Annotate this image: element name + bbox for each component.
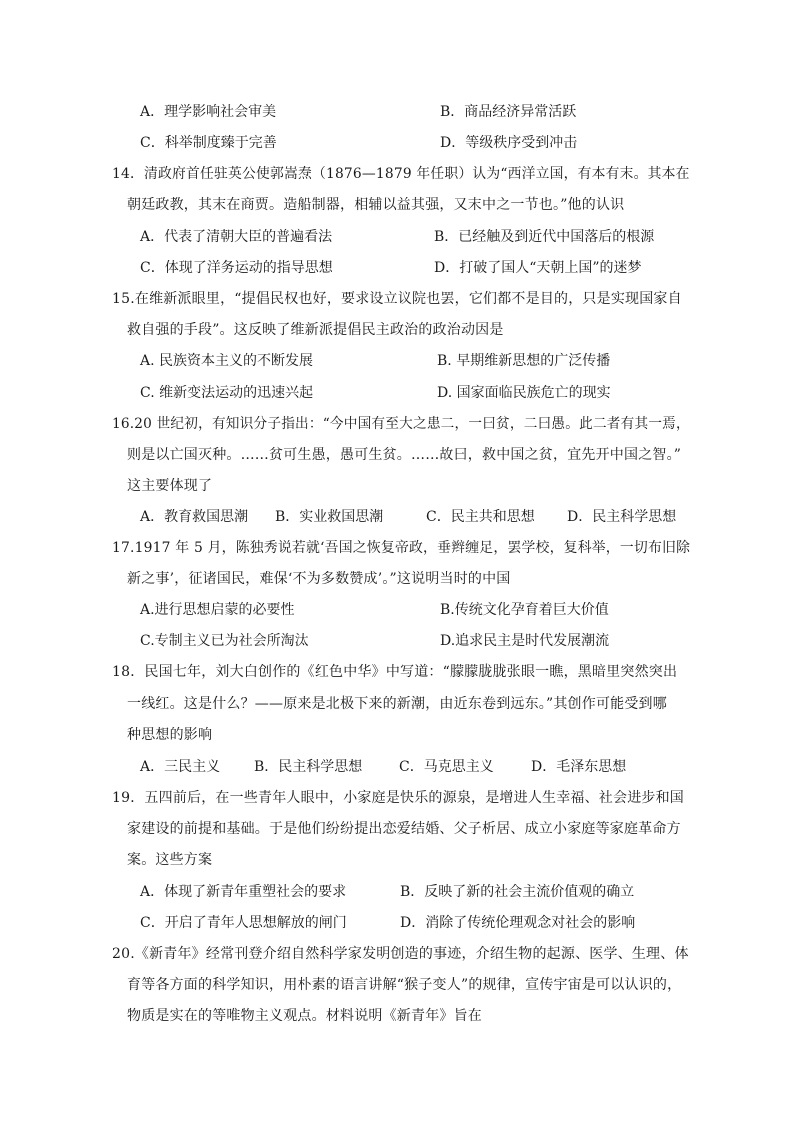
q14-stem-line-1: 14．清政府首任驻英公使郭嵩焘（1876—1879 年任职）认为“西洋立国，有本有末。其本在 bbox=[112, 166, 690, 182]
q17-option-d: D.追求民主是时代发展潮流 bbox=[440, 633, 610, 649]
q20-stem-line-1: 20.《新青年》经常刊登介绍自然科学家发明创造的事迹，介绍生物的起源、医学、生理、体 bbox=[112, 946, 689, 962]
q16-option-c: C．民主共和思想 bbox=[426, 509, 535, 525]
q19-stem-line-3: 案。这些方案 bbox=[127, 852, 213, 868]
q18-stem-line-3: 种思想的影响 bbox=[127, 727, 213, 743]
q16-option-a: A．教育救国思潮 bbox=[140, 509, 249, 525]
q20-stem-line-3: 物质是实在的等唯物主义观点。材料说明《新青年》旨在 bbox=[127, 1008, 482, 1024]
q19-stem-line-2: 家建设的前提和基础。于是他们纷纷提出恋爱结婚、父子析居、成立小家庭等家庭革命方 bbox=[127, 821, 681, 837]
q19-option-b: B．反映了新的社会主流价值观的确立 bbox=[400, 884, 635, 900]
q15-option-c: C. 维新变法运动的迅速兴起 bbox=[140, 385, 314, 401]
q19-option-a: A．体现了新青年重塑社会的要求 bbox=[140, 884, 347, 900]
q14-option-a: A．代表了清朝大臣的普遍看法 bbox=[140, 229, 333, 245]
q17-stem-line-1: 17.1917 年 5 月，陈独秀说若就‘吾国之恢复帝政，垂辫缠足，罢学校，复科举，一切布旧除 bbox=[112, 540, 691, 556]
q18-option-d: D．毛泽东思想 bbox=[531, 759, 627, 775]
q16-option-d: D．民主科学思想 bbox=[567, 509, 677, 525]
q19-option-d: D．消除了传统伦理观念对社会的影响 bbox=[400, 915, 636, 931]
q16-stem-line-1: 16.20 世纪初，有知识分子指出：“今中国有至大之患二，一曰贫，二曰愚。此二者有其一焉， bbox=[112, 416, 690, 432]
q16-stem-line-2: 则是以亡国灭种。……贫可生愚，愚可生贫。……故曰，救中国之贫，宜先开中国之智。” bbox=[127, 447, 682, 463]
q19-stem-line-1: 19．五四前后，在一些青年人眼中，小家庭是快乐的源泉，是增进人生幸福、社会进步和国 bbox=[112, 790, 685, 806]
q15-stem-line-2: 救自强的手段”。这反映了维新派提倡民主政治的政治动因是 bbox=[127, 322, 504, 338]
q19-option-c: C．开启了青年人思想解放的闸门 bbox=[140, 915, 347, 931]
q20-stem-line-2: 育等各方面的科学知识，用朴素的语言讲解“猴子变人”的规律，宣传宇宙是可以认识的， bbox=[127, 977, 682, 993]
q13-option-a: A．理学影响社会审美 bbox=[140, 104, 277, 120]
q16-option-b: B．实业救国思潮 bbox=[275, 509, 384, 525]
q14-option-d: D．打破了国人“天朝上国”的迷梦 bbox=[434, 260, 642, 276]
q15-option-d: D. 国家面临民族危亡的现实 bbox=[437, 385, 611, 401]
q16-stem-line-3: 这主要体现了 bbox=[127, 478, 213, 494]
q17-option-a: A.进行思想启蒙的必要性 bbox=[140, 602, 295, 618]
q17-option-c: C.专制主义已为社会所淘汰 bbox=[140, 633, 309, 649]
q18-option-c: C．马克思主义 bbox=[399, 759, 494, 775]
q14-option-b: B．已经触及到近代中国落后的根源 bbox=[434, 229, 655, 245]
q15-option-a: A. 民族资本主义的不断发展 bbox=[140, 353, 314, 369]
q13-option-b: B．商品经济异常活跃 bbox=[440, 104, 577, 120]
q13-option-c: C．科举制度臻于完善 bbox=[140, 135, 277, 151]
q18-stem-line-1: 18．民国七年，刘大白创作的《红色中华》中写道：“朦朦胧胧张眼一瞧，黑暗里突然突出 bbox=[112, 664, 678, 680]
q15-option-b: B. 早期维新思想的广泛传播 bbox=[437, 353, 611, 369]
q18-stem-line-2: 一线红。这是什么？——原来是北极下来的新潮，由近东卷到远东。”其创作可能受到哪 bbox=[127, 696, 667, 712]
q14-option-c: C．体现了洋务运动的指导思想 bbox=[140, 260, 333, 276]
q14-stem-line-2: 朝廷政教，其末在商贾。造船制器，相辅以益其强，又末中之一节也。”他的认识 bbox=[127, 197, 625, 213]
q13-option-d: D．等级秩序受到冲击 bbox=[440, 135, 578, 151]
q17-stem-line-2: 新之事’，征诸国民，难保‘不为多数赞成’。”这说明当时的中国 bbox=[127, 571, 511, 587]
q18-option-b: B．民主科学思想 bbox=[254, 759, 363, 775]
q15-stem-line-1: 15.在维新派眼里，“提倡民权也好，要求设立议院也罢，它们都不是目的，只是实现国家自 bbox=[112, 291, 682, 307]
q17-option-b: B.传统文化孕育着巨大价值 bbox=[440, 602, 609, 618]
q18-option-a: A．三民主义 bbox=[140, 759, 221, 775]
